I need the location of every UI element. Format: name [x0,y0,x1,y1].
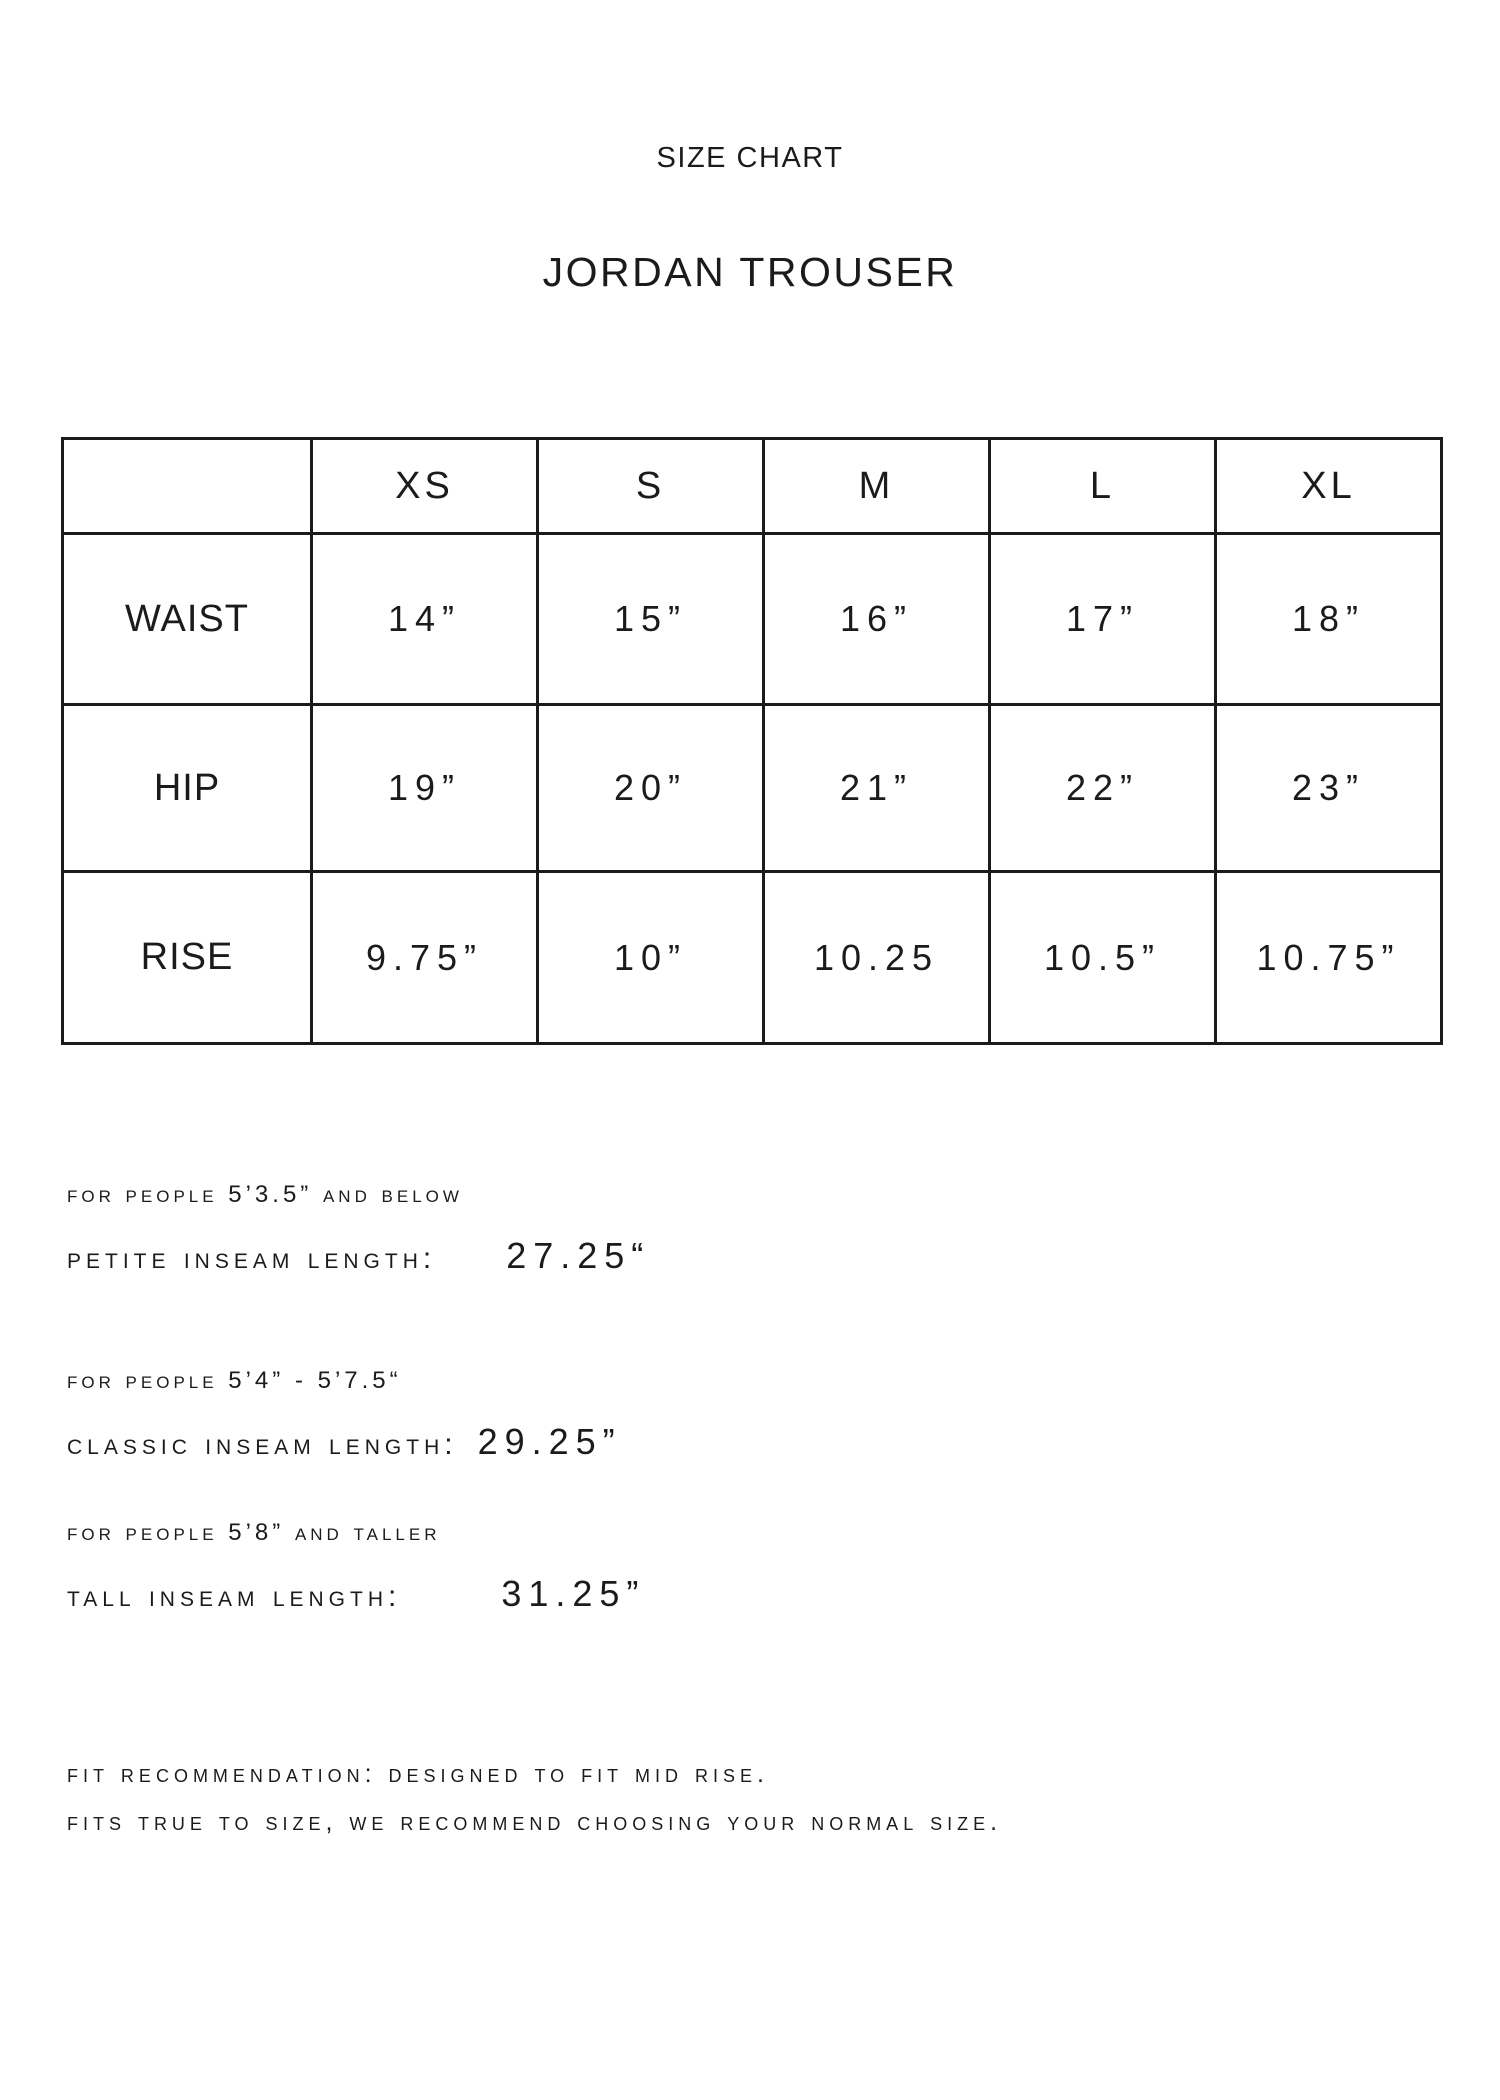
corner-cell [63,439,312,534]
waist-m-value: 16” [764,534,990,705]
classic-inseam-value: 29.25” [477,1421,622,1462]
rise-m-value: 10.25 [764,872,990,1044]
size-table [61,437,1443,1045]
petite-inseam-value: 27.25“ [506,1235,651,1276]
hip-l-value: 22” [990,705,1216,872]
tall-inseam-label: tall inseam length: [67,1580,402,1613]
size-table-header-row [63,439,1442,534]
size-col-header-xs: XS [312,439,538,534]
petite-inseam-label: petite inseam length: [67,1242,437,1275]
petite-height-note: for people 5’3.5” and below [67,1181,463,1208]
rise-l-value: 10.5” [990,872,1216,1044]
size-col-header-xl: XL [1216,439,1442,534]
row-label-hip: HIP [63,705,312,872]
page-title: SIZE CHART [656,142,844,174]
table-row-hip [63,705,1442,872]
classic-inseam-line [67,1421,622,1462]
product-name: JORDAN TROUSER [542,249,958,295]
hip-s-value: 20” [538,705,764,872]
petite-inseam-line [67,1235,651,1276]
tall-height-note: for people 5’8” and taller [67,1519,441,1546]
hip-xl-value: 23” [1216,705,1442,872]
tall-inseam-value: 31.25” [501,1573,646,1614]
row-label-waist: WAIST [63,534,312,705]
waist-xs-value: 14” [312,534,538,705]
rise-xs-value: 9.75” [312,872,538,1044]
row-label-rise: RISE [63,872,312,1044]
waist-xl-value: 18” [1216,534,1442,705]
fit-recommendation-line: fit recommendation: designed to fit mid rise. [67,1760,769,1788]
table-row-waist [63,534,1442,705]
size-col-header-s: S [538,439,764,534]
waist-l-value: 17” [990,534,1216,705]
classic-height-note: for people 5’4” - 5’7.5“ [67,1367,402,1394]
classic-inseam-label: classic inseam length: [67,1428,458,1461]
fit-sizing-line: fits true to size, we recommend choosing your normal size. [67,1808,1003,1836]
hip-xs-value: 19” [312,705,538,872]
size-col-header-m: M [764,439,990,534]
tall-inseam-line [67,1573,646,1614]
table-row-rise [63,872,1442,1044]
rise-xl-value: 10.75” [1216,872,1442,1044]
size-col-header-l: L [990,439,1216,534]
hip-m-value: 21” [764,705,990,872]
waist-s-value: 15” [538,534,764,705]
rise-s-value: 10” [538,872,764,1044]
